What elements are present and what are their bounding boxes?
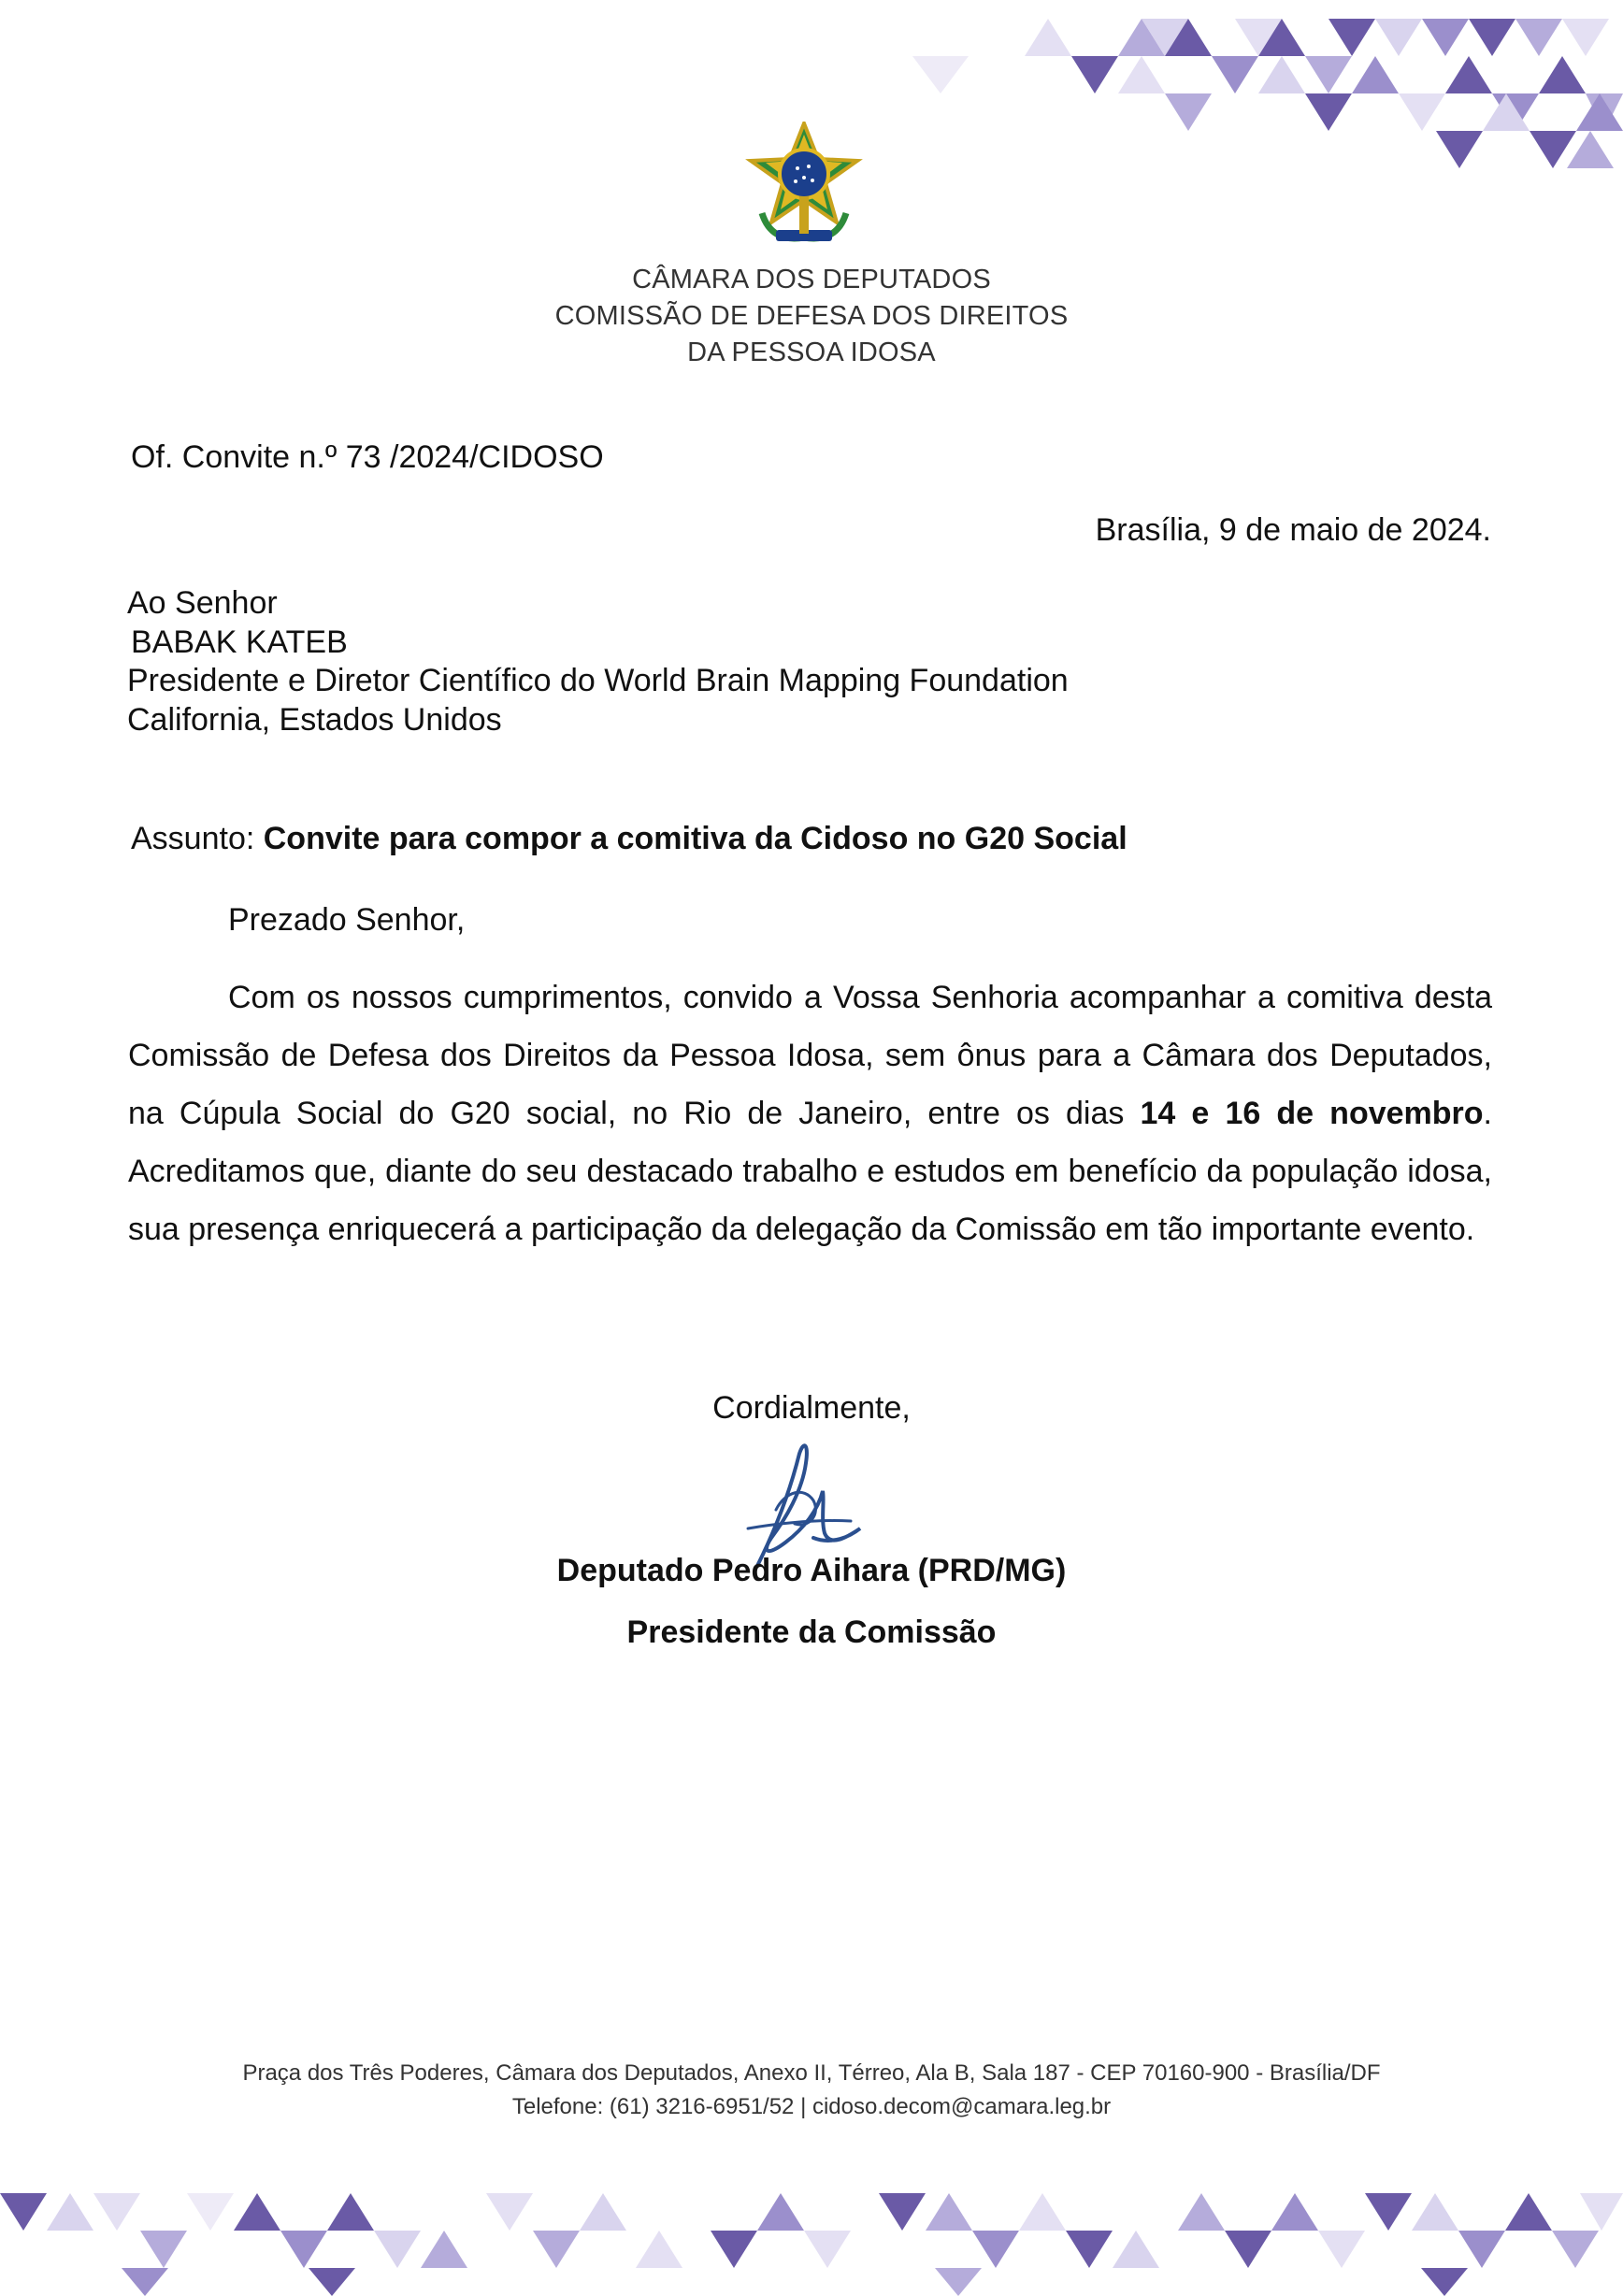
- header-line-3: DA PESSOA IDOSA: [687, 337, 936, 367]
- letter-body: [128, 969, 1492, 1258]
- signer-role: Presidente da Comissão: [626, 1614, 997, 1650]
- recipient-block: [127, 584, 1069, 739]
- subject-label: Assunto:: [131, 821, 264, 856]
- brazil-coat-of-arms-icon: [743, 122, 865, 252]
- body-text-part-2: . Acreditamos que, diante do seu destacado trabalho e estudos em benefício da população idosa, sua presença enriquecerá a participação da delegação da Comissão em tão importante evento.: [128, 1096, 1492, 1247]
- document-reference: Of. Convite n.º 73 /2024/CIDOSO: [131, 439, 604, 475]
- closing: [0, 1390, 1623, 1427]
- recipient-salutation-line: Ao Senhor: [127, 585, 278, 621]
- header-line-2: COMISSÃO DE DEFESA DOS DIREITOS: [554, 301, 1069, 331]
- body-text-part-1: Com os nossos cumprimentos, convido a Vossa Senhoria acompanhar a comitiva desta Comissão de Defesa dos Direitos da Pessoa Idosa, sem ônus para a Câmara dos Deputados, na Cúpula Social do G20 social, no Rio de Janeiro, entre os dias: [128, 980, 1492, 1131]
- institution-header: [0, 262, 1623, 371]
- subject-line: [131, 821, 1127, 857]
- footer-address: Praça dos Três Poderes, Câmara dos Deputados, Anexo II, Térreo, Ala B, Sala 187 - CEP 70160-900 - Brasília/DF: [242, 2060, 1381, 2086]
- signer-block: [0, 1540, 1623, 1663]
- footer: [0, 2057, 1623, 2124]
- signer-name: Deputado Pedro Aihara (PRD/MG): [556, 1553, 1067, 1588]
- greeting: Prezado Senhor,: [228, 902, 466, 938]
- header-line-1: CÂMARA DOS DEPUTADOS: [632, 265, 991, 294]
- recipient-name: BABAK KATEB: [131, 624, 348, 660]
- document-date: Brasília, 9 de maio de 2024.: [1095, 512, 1491, 548]
- decorative-triangles-bottom: [0, 2156, 1623, 2296]
- subject-text: Convite para compor a comitiva da Cidoso no G20 Social: [263, 821, 1127, 856]
- decorative-triangles-top: [912, 0, 1623, 187]
- recipient-location: California, Estados Unidos: [127, 701, 502, 738]
- closing-text: Cordialmente,: [712, 1390, 911, 1426]
- footer-contact: Telefone: (61) 3216-6951/52 | cidoso.decom@camara.leg.br: [511, 2094, 1112, 2119]
- body-dates-bold: 14 e 16 de novembro: [1140, 1096, 1484, 1131]
- body-paragraph: [128, 969, 1492, 1258]
- recipient-title: Presidente e Diretor Científico do World Brain Mapping Foundation: [127, 663, 1069, 698]
